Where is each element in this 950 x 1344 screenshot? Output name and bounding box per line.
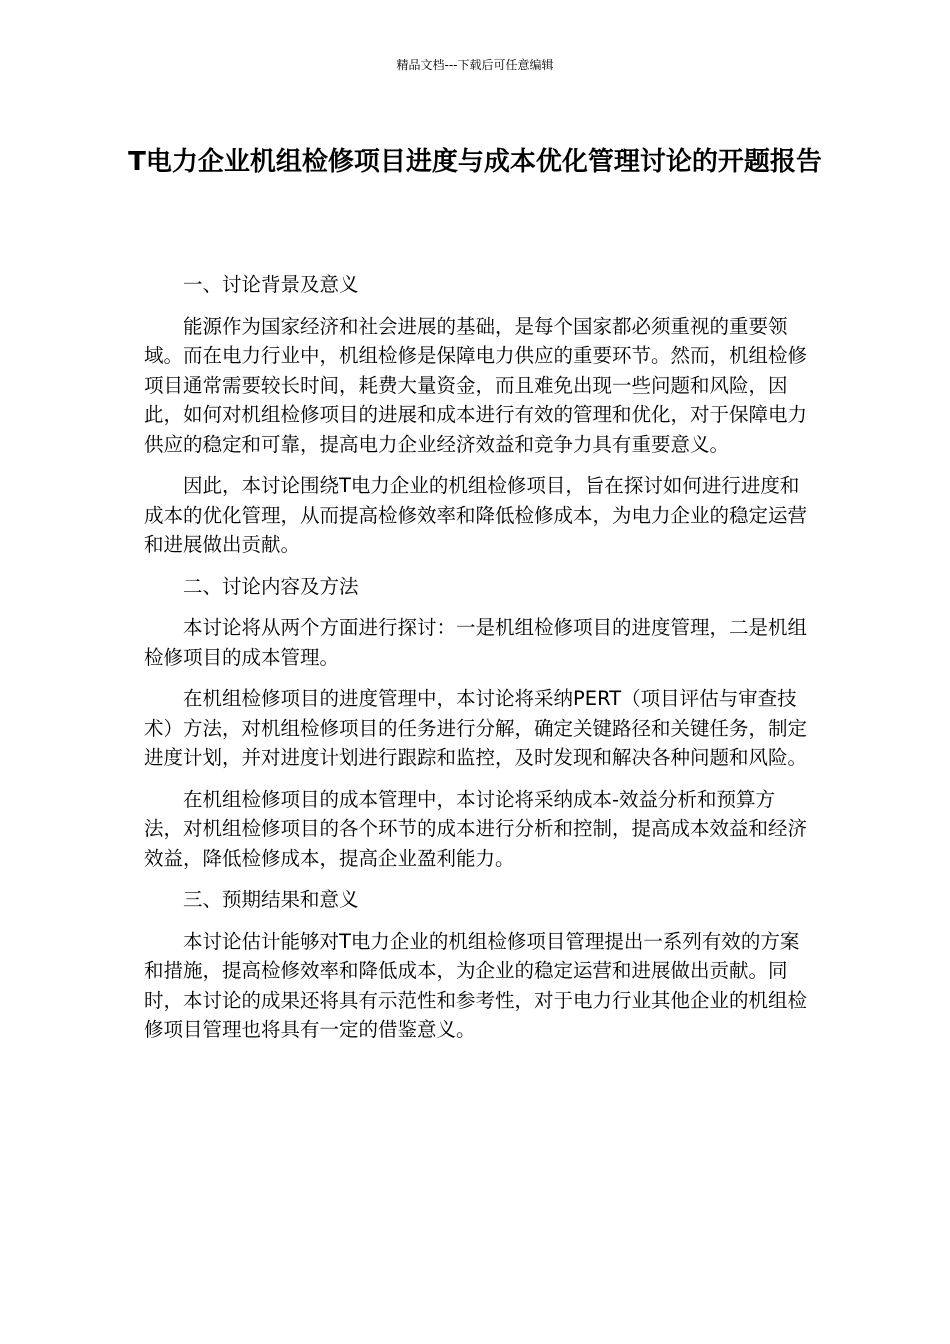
paragraph-background-1: 能源作为国家经济和社会进展的基础，是每个国家都必须重视的重要领域。而在电力行业中，机组检修是保障电力供应的重要环节。然而，机组检修项目通常需要较长时间，耗费大量资金，而且难免出现一些问题和风险，因此，如何对机组检修项目的进展和成本进行有效的管理和优化，对于保障电力供应的稳定和可靠，提高电力企业经济效益和竞争力具有重要意义。 — [144, 314, 808, 456]
paragraph-content-3: 在机组检修项目的成本管理中，本讨论将采纳成本-效益分析和预算方法，对机组检修项目的各个环节的成本进行分析和控制，提高成本效益和经济效益，降低检修成本，提高企业盈利能力。 — [144, 787, 808, 870]
paragraph-results-1: 本讨论估计能够对T电力企业的机组检修项目管理提出一系列有效的方案和措施，提高检修效率和降低成本，为企业的稳定运营和进展做出贡献。同时，本讨论的成果还将具有示范性和参考性，对于电力行业其他企业的机组检修项目管理也将具有一定的借鉴意义。 — [144, 929, 808, 1041]
paragraph-content-2: 在机组检修项目的进度管理中，本讨论将采纳PERT（项目评估与审查技术）方法，对机组检修项目的任务进行分解，确定关键路径和关键任务，制定进度计划，并对进度计划进行跟踪和监控，及时发现和解决各种问题和风险。 — [144, 687, 808, 769]
section-heading-results: 三、预期结果和意义 — [183, 888, 359, 911]
section-heading-content: 二、讨论内容及方法 — [183, 574, 359, 598]
document-title: T电力企业机组检修项目进度与成本优化管理讨论的开题报告 — [128, 147, 822, 177]
section-heading-background: 一、讨论背景及意义 — [183, 273, 359, 296]
paragraph-background-2: 因此，本讨论围绕T电力企业的机组检修项目，旨在探讨如何进行进度和成本的优化管理，从而提高检修效率和降低检修成本，为电力企业的稳定运营和进展做出贡献。 — [144, 474, 808, 556]
page-header: 精品文档---下载后可任意编辑 — [396, 58, 554, 72]
document-body — [144, 270, 808, 1057]
paragraph-content-1: 本讨论将从两个方面进行探讨：一是机组检修项目的进度管理，二是机组检修项目的成本管理。 — [144, 616, 808, 669]
